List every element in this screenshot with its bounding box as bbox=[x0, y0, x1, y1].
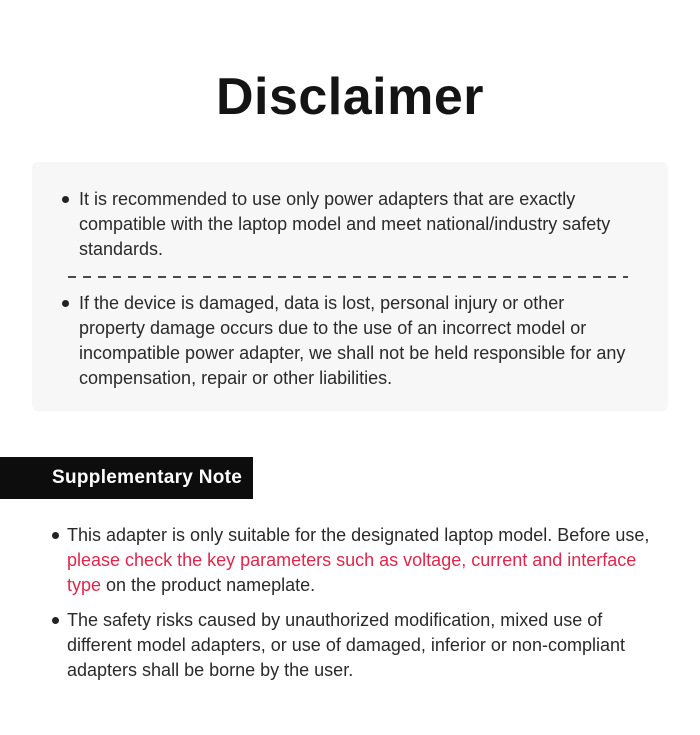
page-title: Disclaimer bbox=[215, 67, 485, 126]
supplementary-item-text bbox=[67, 523, 658, 598]
disclaimer-item bbox=[62, 291, 634, 391]
disclaimer-box bbox=[32, 162, 668, 411]
supplementary-note-badge bbox=[0, 457, 253, 499]
bullet-icon bbox=[62, 196, 69, 203]
disclaimer-item bbox=[62, 187, 634, 262]
bullet-icon bbox=[52, 617, 59, 624]
disclaimer-item-text: If the device is damaged, data is lost, personal injury or other property damage occurs due to the use of an incorrect model or incompatible power adapter, we shall not be held responsible for any compensation, repair or other liabilities. bbox=[79, 293, 626, 389]
supplementary-item bbox=[52, 608, 658, 683]
disclaimer-list bbox=[62, 187, 634, 262]
supplementary-item bbox=[52, 523, 658, 598]
dashed-divider bbox=[68, 276, 628, 278]
disclaimer-item-text: It is recommended to use only power adapters that are exactly compatible with the laptop model and meet national/industry safety standards. bbox=[79, 189, 611, 260]
bullet-icon bbox=[52, 532, 59, 539]
text-segment: This adapter is only suitable for the designated laptop model. Before use, bbox=[67, 525, 650, 546]
bullet-icon bbox=[62, 300, 69, 307]
supplementary-note-badge-label: Supplementary Note bbox=[52, 467, 243, 489]
disclaimer-list bbox=[62, 291, 634, 391]
highlighted-text: please check the key parameters such as voltage, current and interface type bbox=[67, 550, 637, 596]
supplementary-item-text: The safety risks caused by unauthorized modification, mixed use of different model adapters, or use of damaged, inferior or non-compliant adapters shall be borne by the user. bbox=[67, 610, 625, 681]
supplementary-list bbox=[52, 523, 658, 683]
text-segment: on the product nameplate. bbox=[101, 575, 316, 596]
